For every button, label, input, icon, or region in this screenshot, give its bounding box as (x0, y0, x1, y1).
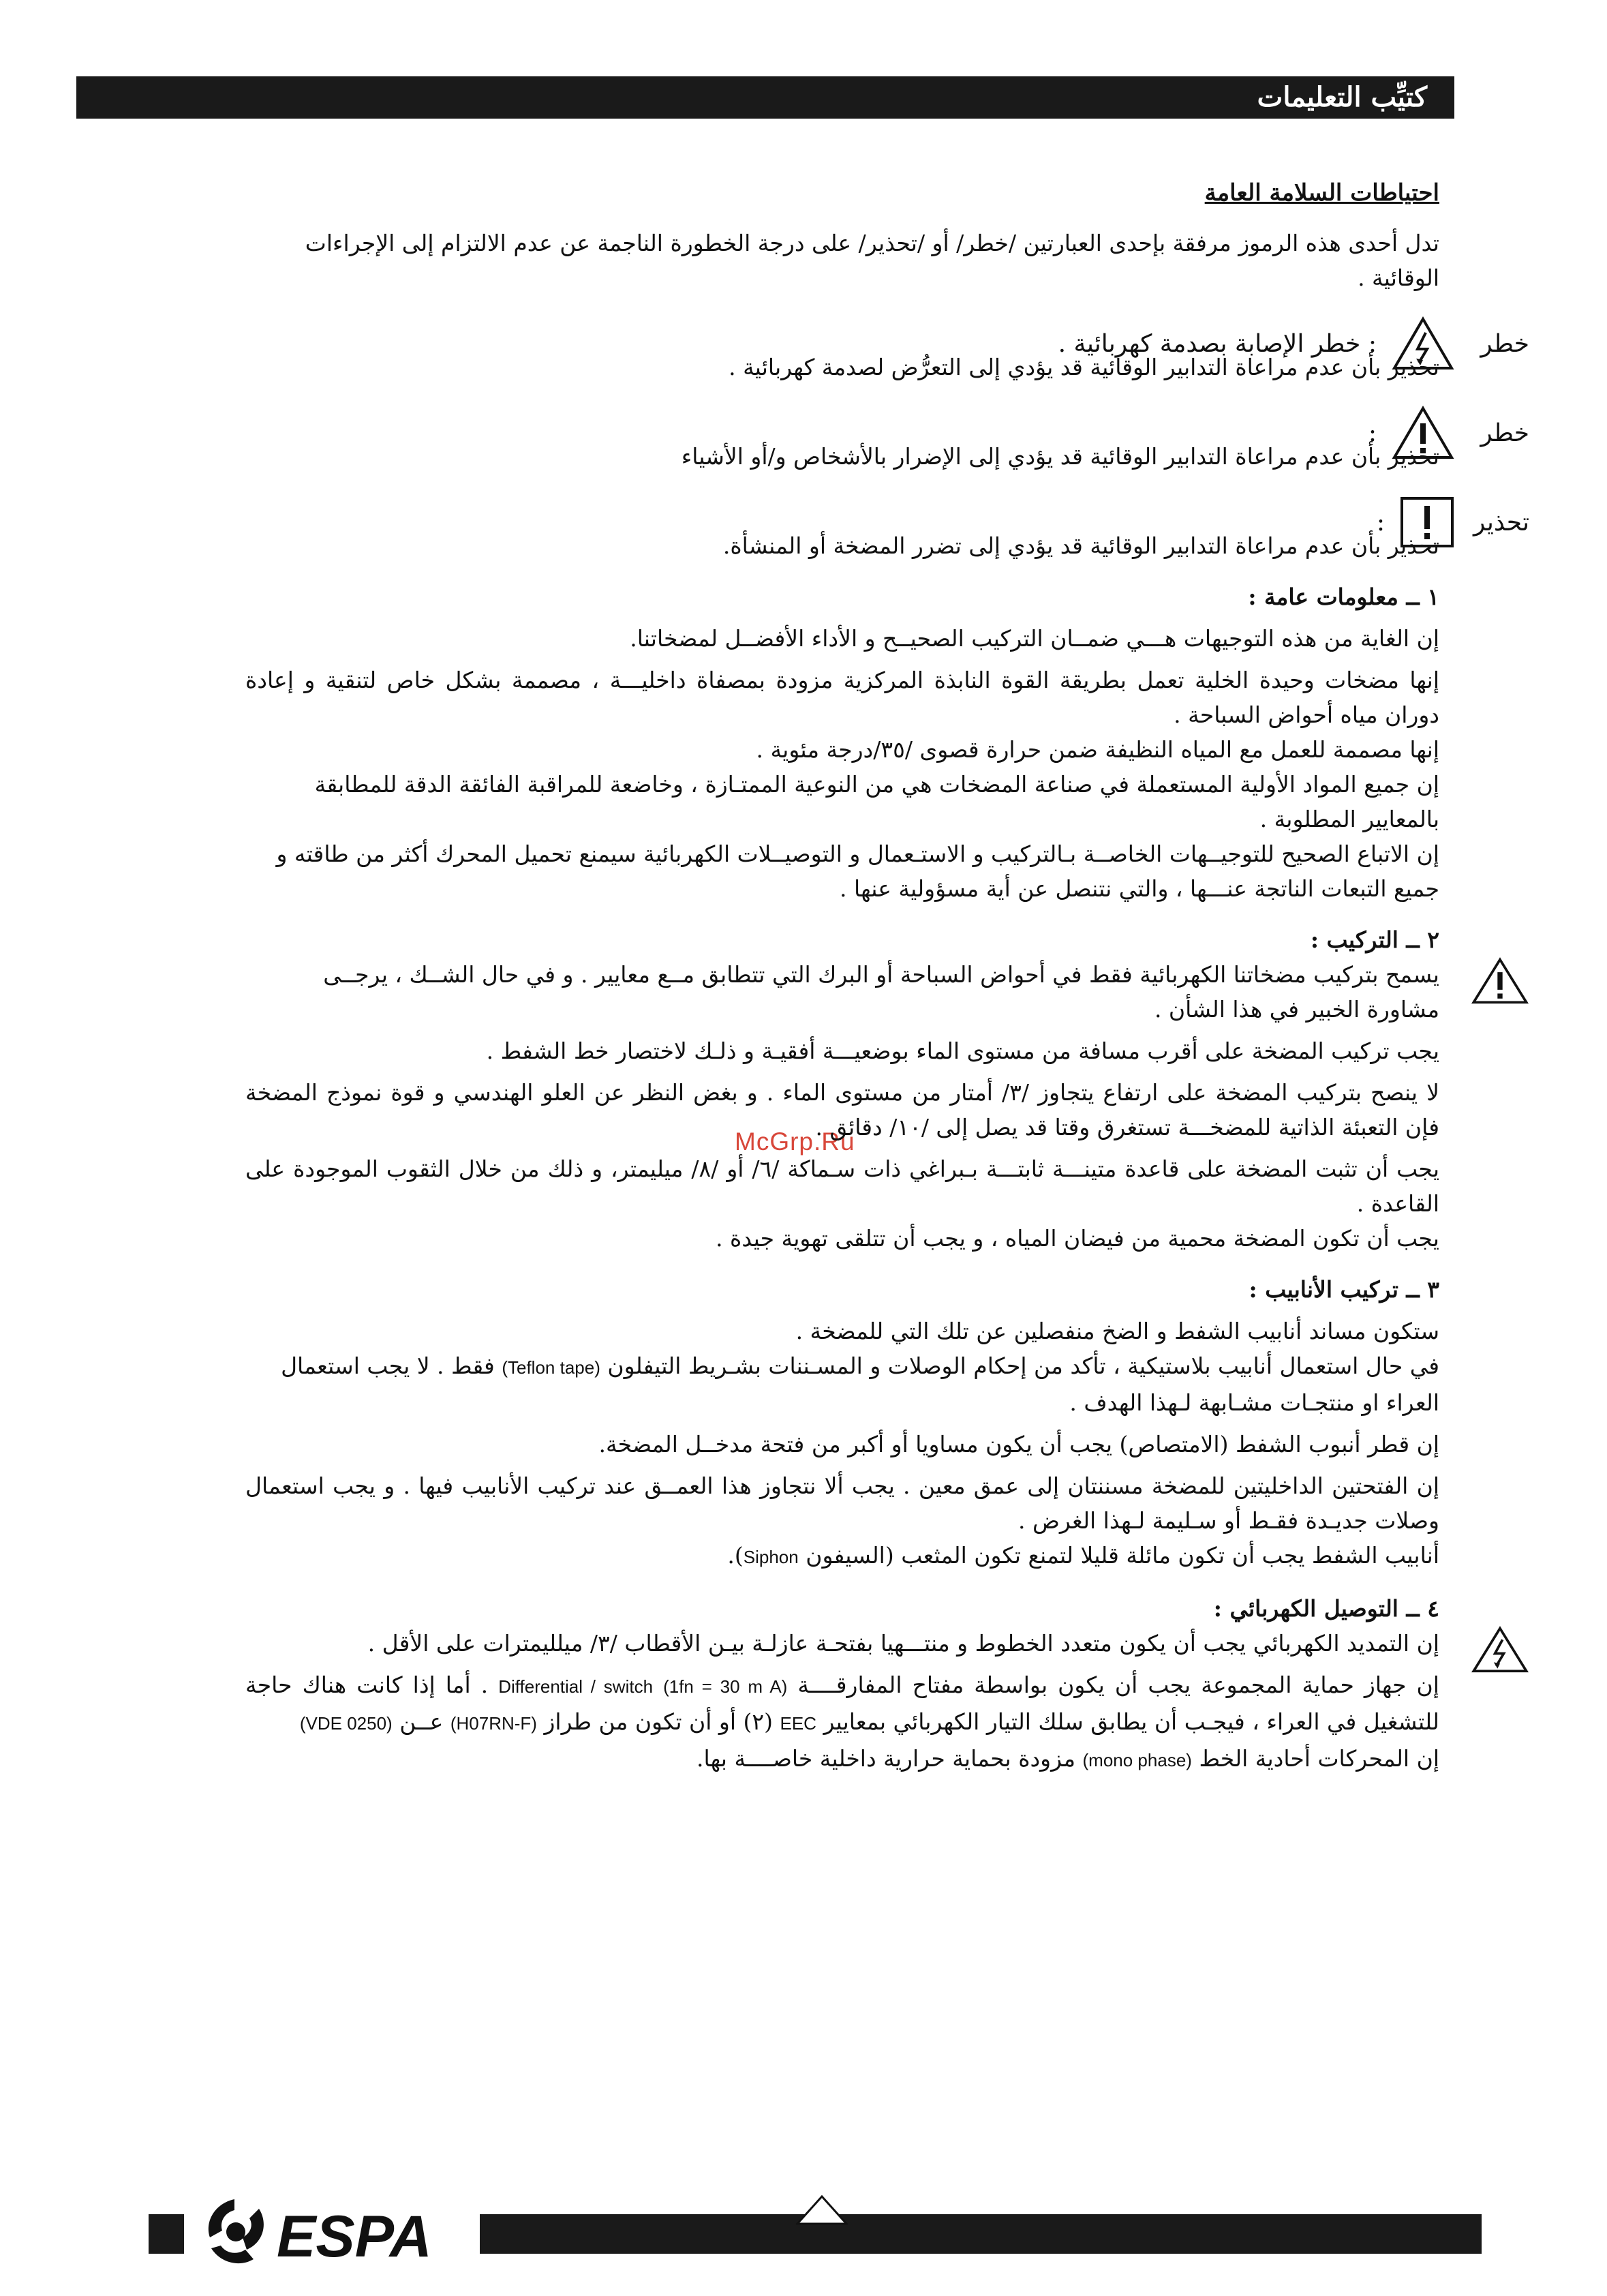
installation-warning (245, 957, 1439, 1027)
latin-term: (1fn = 30 m A) (663, 1676, 788, 1697)
warning-word: خطر (1480, 419, 1529, 447)
paragraph: إن التمديد الكهربائي يجب أن يكون متعدد الخطوط و منتـــهيا بفتحـة عازلـة بيـن الأقطاب /٣/ ميلليمترات على الأقل . (367, 1630, 1439, 1657)
latin-term: (H07RN-F) (450, 1713, 537, 1734)
warning-danger (245, 402, 1529, 474)
document-body (245, 176, 1529, 1778)
brand-name: ESPA (277, 2204, 432, 2269)
latin-term: (mono phase) (1082, 1750, 1192, 1770)
latin-term: (VDE 0250) (299, 1713, 393, 1734)
up-arrow-icon (796, 2195, 848, 2228)
warning-word: خطر (1480, 329, 1529, 358)
warning-word: تحذير (1473, 508, 1529, 537)
paragraph: إن الاتباع الصحيح للتوجيــهات الخاصــة بـالتركيب و الاستـعمال و التوصيــلات الكهربائية سيمنع تحميل المحرك أكثر من طاقته و جميع التبعات الناتجة عنـــها ، والتي نتنصل عن أية مسؤولية عنها . (276, 841, 1439, 902)
safety-intro: تدل أحدى هذه الرموز مرفقة بإحدى العبارتين /خطر/ أو /تحذير/ على درجة الخطورة الناجمة عن عدم الالتزام إلى الإجراءات الوقائية . (305, 230, 1439, 291)
warning-note: : (1368, 419, 1377, 447)
electric-hazard-icon (1471, 1626, 1529, 1683)
paragraph (245, 1348, 1439, 1420)
paragraph: إن قطر أنبوب الشفط (الامتصاص) يجب أن يكون مساويا أو أكبر من فتحة مدخــل المضخة. (598, 1431, 1439, 1457)
warning-caution (245, 492, 1529, 563)
paragraph: إنها مضخات وحيدة الخلية تعمل بطريقة القوة النابذة المركزية مزودة بمصفاة داخليـــة ، مصممة بشكل خاص لتنقية و إعادة دوران مياه أحواض السباحة . (245, 667, 1439, 728)
paragraph: إنها مصممة للعمل مع المياه النظيفة ضمن حرارة قصوى /٣٥/درجة مئوية . (756, 736, 1439, 763)
warning-electric (245, 313, 1529, 384)
warning-note: : (1376, 508, 1385, 537)
paragraph: لا ينصح بتركيب المضخة على ارتفاع يتجاوز /٣/ أمتار من مستوى الماء . و بغض النظر عن العلو الهندسي و قوة نموذج المضخة فإن التعبئة الذاتية للمضخـــة تستغرق وقتا قد يصل إلى /١٠/ دقائق . (245, 1079, 1439, 1141)
section-title: ٤ ــ التوصيل الكهربائي : (1213, 1595, 1439, 1622)
warning-text: تحذير بأن عدم مراعاة التدابير الوقائية قد يؤدي إلى التعرُّض لصدمة كهربائية . (729, 354, 1439, 380)
section-electrical (245, 1591, 1439, 1778)
paragraph: يجب تركيب المضخة على أقرب مسافة من مستوى الماء بوضعيـــة أفقيـة و ذلـك لاختصار خط الشفط . (486, 1038, 1439, 1064)
paragraph: ستكون مساند أنابيب الشفط و الضخ منفصلين عن تلك التي للمضخة . (795, 1318, 1439, 1344)
text-run: . أما إذا كانت هناك حاجة للتشغيل في العراء ، فيجـب أن يطابق سلك التيار الكهربائي بمعايير (245, 1672, 1439, 1735)
text-run: مزودة بحماية حرارية داخلية خاصــــة بها. (697, 1745, 1076, 1772)
text-run: (٢) أو أن تكون من طراز (544, 1708, 773, 1735)
text-run: عــن (399, 1708, 444, 1735)
paragraph: يجب أن تثبت المضخة على قاعدة متينـــة ثابتـــة بـبراغي ذات سـماكة /٦/ أو /٨/ ميليمتر، و ذلك من خلال الثقوب الموجودة على القاعدة . (245, 1155, 1439, 1217)
footer-bar-left (149, 2214, 184, 2254)
section-pipes (245, 1272, 1439, 1575)
text-run: فقط . لا يجب استعمال العراء او منتجـات مشـابهة لـهذا الهدف . (281, 1353, 1439, 1416)
watermark: McGrp.Ru (735, 1128, 855, 1155)
paragraph (245, 1538, 1439, 1575)
exclamation-triangle-icon (1471, 957, 1529, 1014)
paragraph: يجب أن تكون المضخة محمية من فيضان المياه ، و يجب أن تتلقى تهوية جيدة . (716, 1225, 1439, 1252)
warning-text: تحذير بأن عدم مراعاة التدابير الوقائية قد يؤدي إلى الإضرار بالأشخاص و/أو الأشياء (681, 443, 1439, 470)
footer-bar-right (480, 2214, 1482, 2254)
paragraph: إن جميع المواد الأولية المستعملة في صناعة المضخات هي من النوعية الممتـازة ، وخاضعة للمراقبة الفائقة الدقة للمطابقة بالمعايير المطلوبة . (314, 771, 1439, 832)
text-run: أنابيب الشفط يجب أن تكون مائلة قليلا لتمنع تكون المثعب (السيفون (806, 1542, 1439, 1569)
paragraph (245, 1741, 1439, 1778)
espa-logo (195, 2194, 474, 2274)
section-general (245, 579, 1439, 906)
section-title: ١ ــ معلومات عامة : (1248, 584, 1439, 610)
warning-text: تحذير بأن عدم مراعاة التدابير الوقائية قد يؤدي إلى تضرر المضخة أو المنشأة. (722, 532, 1439, 559)
warning-note: : خطر الإصابة بصدمة كهربائية . (1058, 329, 1377, 358)
paragraph: يسمح بتركيب مضخاتنا الكهربائية فقط في أحواض السباحة أو البرك التي تتطابق مــع معايير . و في حال الشــك ، يرجــى مشاورة الخبير في هذا الشأن . (323, 961, 1439, 1023)
section-installation (245, 922, 1439, 1256)
electrical-warning (245, 1626, 1439, 1661)
text-run: في حال استعمال أنابيب بلاستيكية ، تأكد من إحكام الوصلات و المسـننات بشـريط التيفلون (607, 1353, 1439, 1379)
latin-term: (Teflon tape) (502, 1357, 600, 1378)
text-run: ). (727, 1542, 744, 1569)
header-bar (76, 76, 1454, 119)
safety-title: احتياطات السلامة العامة (1204, 179, 1439, 207)
paragraph: إن الغاية من هذه التوجيهات هـــي ضمــان التركيب الصحيــح و الأداء الأفضــل لمضخاتنا. (630, 625, 1439, 652)
paragraph (245, 1667, 1439, 1741)
page-title: كتيِّب التعليمات (1257, 81, 1427, 113)
latin-term: Differential / switch (498, 1676, 654, 1697)
section-title: ٣ ــ تركيب الأنابيب : (1249, 1276, 1439, 1303)
latin-term: EEC (780, 1713, 816, 1734)
paragraph: إن الفتحتين الداخليتين للمضخة مسننتان إلى عمق معين . يجب ألا نتجاوز هذا العمــق عند تركيب الأنابيب فيها . و يجب استعمال وصلات جديـدة فقـط أو سـليمة لـهذا الغرض . (245, 1472, 1439, 1534)
text-run: إن جهاز حماية المجموعة يجب أن يكون بواسطة مفتاح المفارقــــة (797, 1672, 1439, 1698)
latin-term: Siphon (743, 1547, 799, 1567)
text-run: إن المحركات أحادية الخط (1199, 1745, 1439, 1772)
section-title: ٢ ــ التركيب : (1310, 926, 1439, 953)
